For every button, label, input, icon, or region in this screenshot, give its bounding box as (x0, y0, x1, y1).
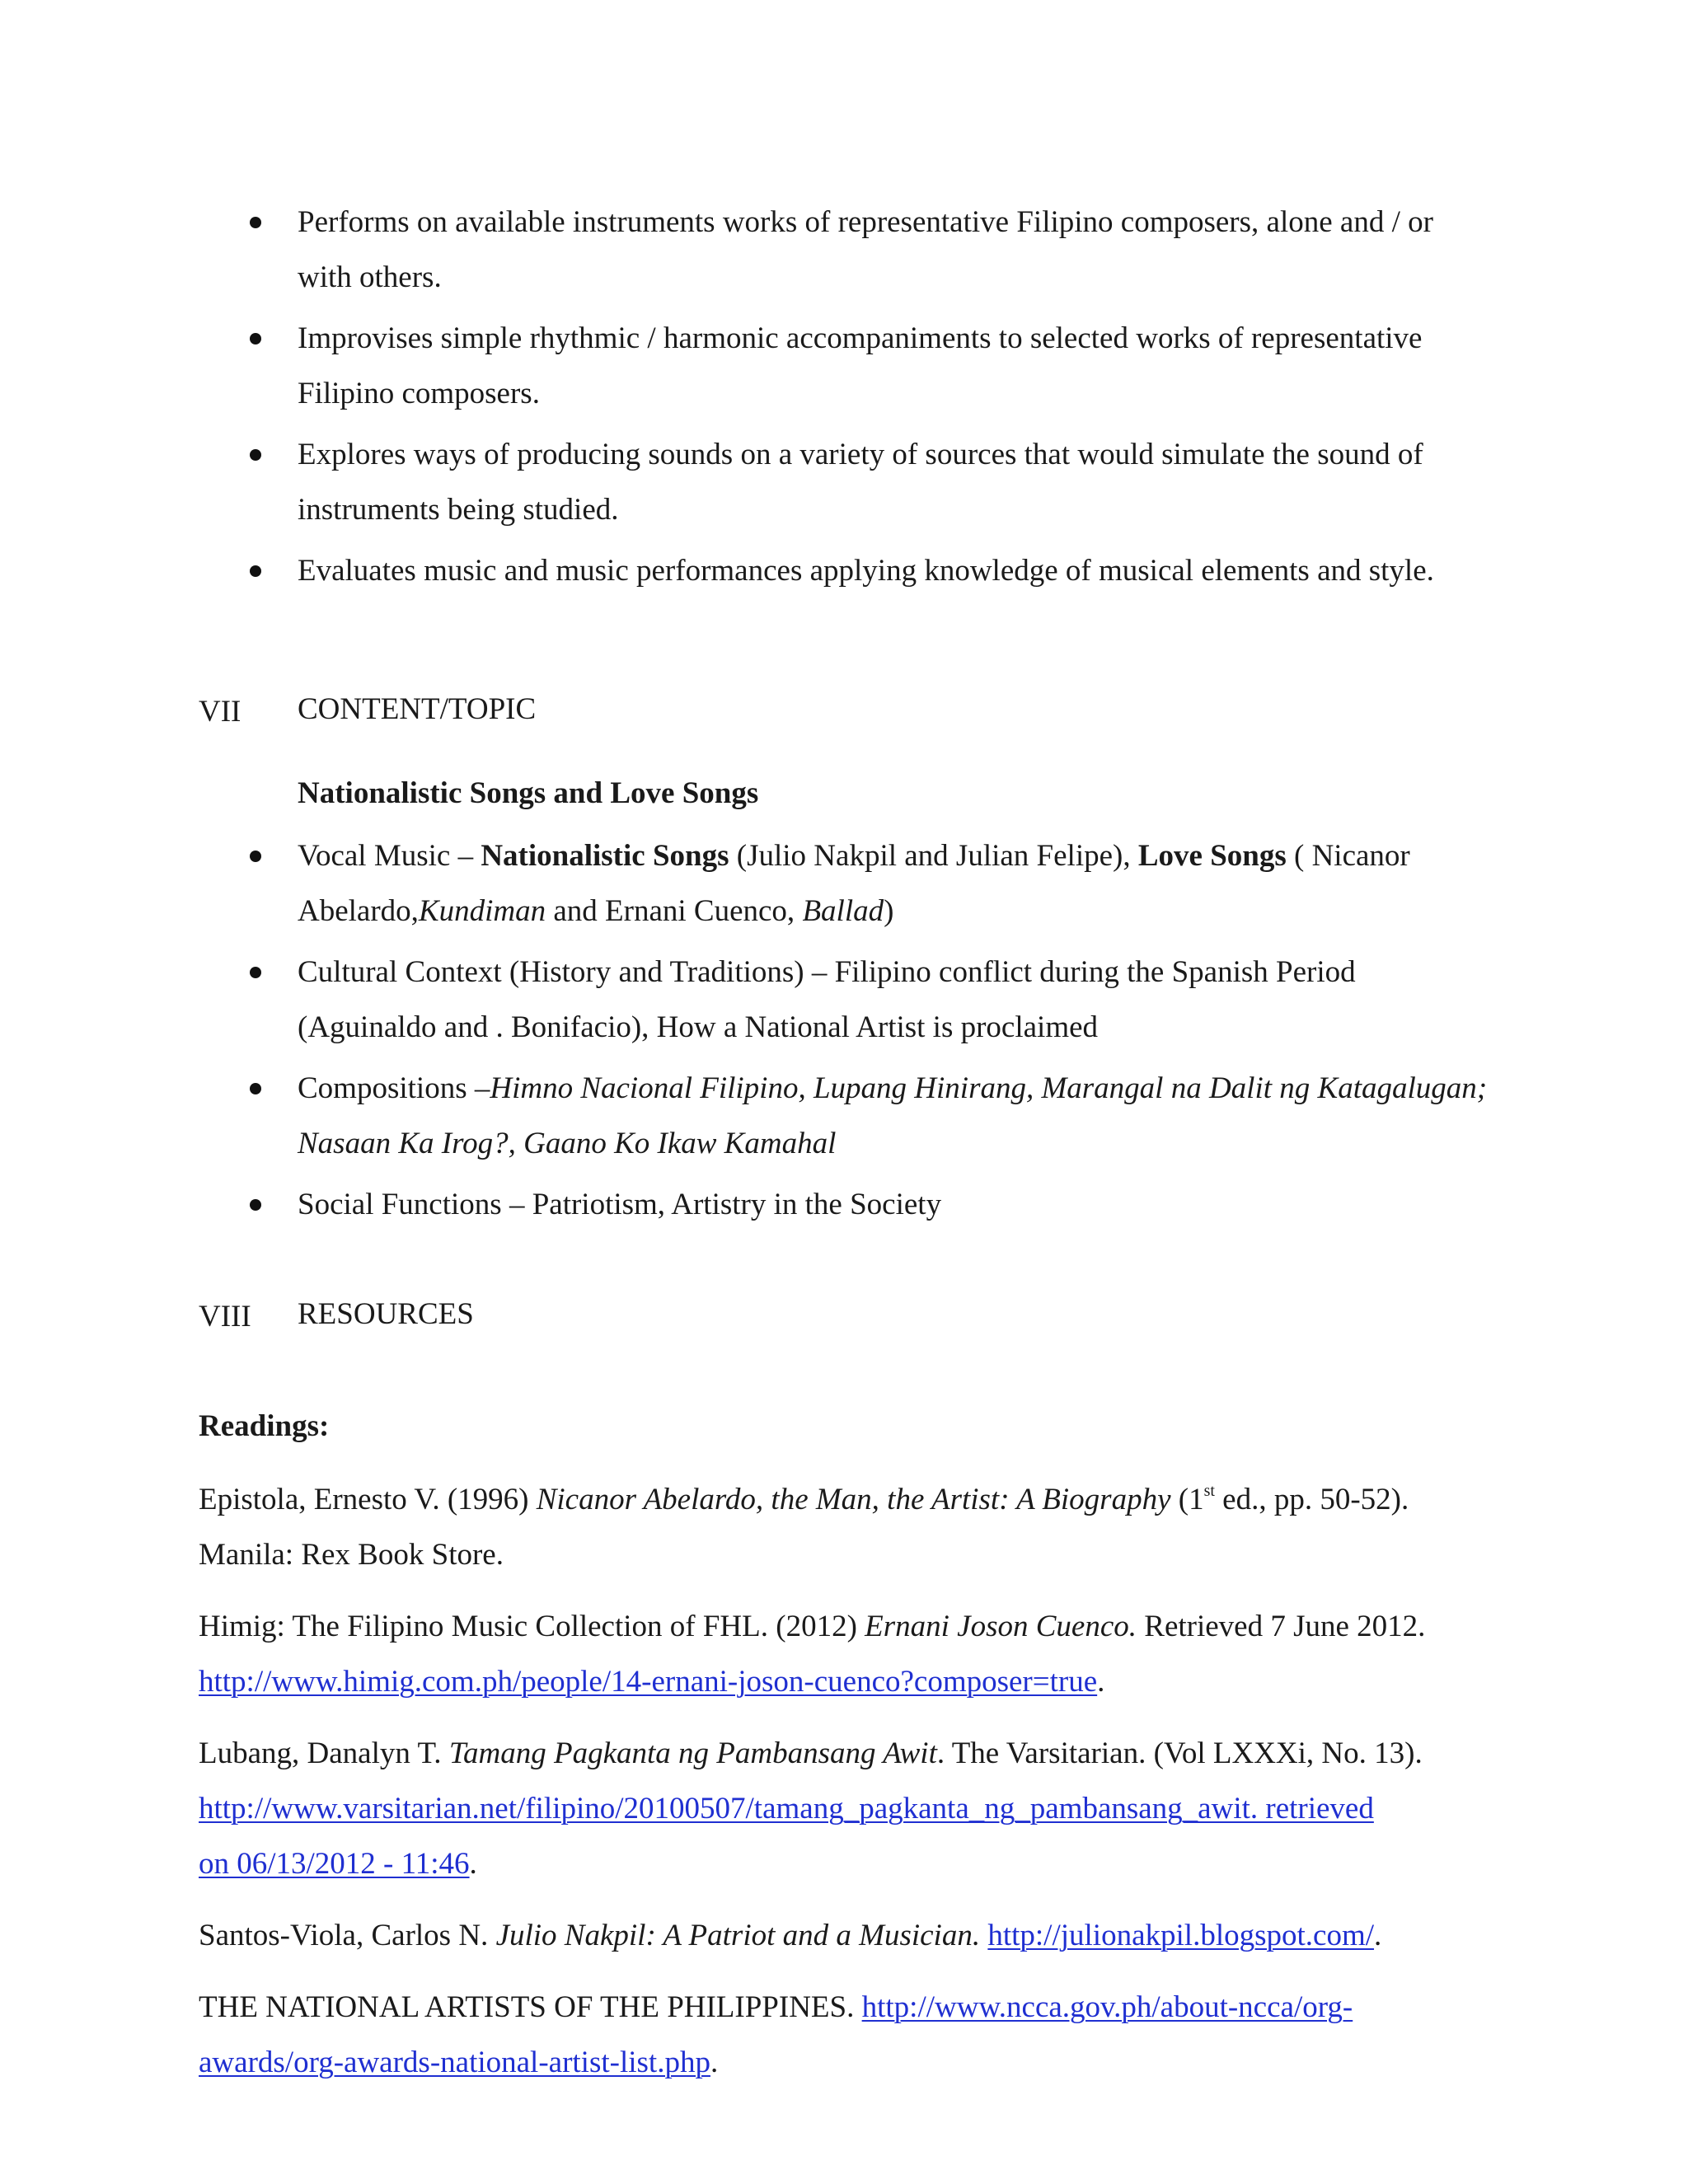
text-run: (Julio Nakpil and Julian Felipe), (729, 839, 1138, 873)
julionakpil-link[interactable]: http://julionakpil.blogspot.com/ (987, 1919, 1375, 1952)
text-run: Kundiman (418, 894, 546, 928)
list-item-line: (Aguinaldo and . Bonifacio), How a National Artist is proclaimed (298, 1010, 1099, 1044)
varsitarian-link[interactable]: http://www.varsitarian.net/filipino/20100507/tamang_pagkanta_ng_pambansang_awit. retrieved (199, 1792, 1374, 1825)
section-heading: RESOURCES (298, 1297, 474, 1331)
readings-heading-text: Readings: (199, 1409, 330, 1443)
section-numeral: VII (199, 695, 241, 729)
reference-entry-line: Manila: Rex Book Store. (199, 1538, 504, 1572)
list-item-line: instruments being studied. (298, 493, 619, 527)
text-run: Retrieved 7 June 2012. (1137, 1610, 1426, 1643)
list-item-line: Explores ways of producing sounds on a variety of sources that would simulate the sound of (298, 438, 1423, 471)
reference-entry (199, 1738, 1423, 1769)
text-run: Himno Nacional Filipino, Lupang Hinirang, Marangal na Dalit ng Katagalugan; (490, 1071, 1488, 1105)
text-run: . (710, 2046, 719, 2079)
list-item-line: Filipino composers. (298, 377, 540, 410)
bullet-icon (250, 1083, 261, 1094)
text-run: Love Songs (1137, 839, 1287, 873)
reference-entry (199, 1484, 1409, 1515)
text-run: Vocal Music – (298, 839, 481, 873)
bullet-icon (250, 565, 261, 577)
varsitarian-link-continued[interactable]: on 06/13/2012 - 11:46 (199, 1847, 470, 1881)
text-run: ) (884, 894, 894, 928)
reference-entry (199, 1611, 1425, 1642)
bullet-icon (250, 333, 261, 344)
text-run: Epistola, Ernesto V. (1996) (199, 1483, 537, 1516)
list-item-line: Performs on available instruments works of representative Filipino composers, alone and / or (298, 205, 1433, 239)
list-item-line: Cultural Context (History and Traditions) – Filipino conflict during the Spanish Period (298, 955, 1356, 989)
text-run: (1 (1170, 1483, 1204, 1516)
section-subheading (298, 778, 758, 808)
readings-heading (199, 1411, 329, 1441)
bullet-icon (250, 217, 261, 228)
himig-link[interactable]: http://www.himig.com.ph/people/14-ernani-joson-cuenco?composer=true (199, 1665, 1098, 1699)
reference-entry (199, 1920, 1381, 1951)
section-heading: CONTENT/TOPIC (298, 692, 537, 726)
text-run: ed., pp. 50-52). (1214, 1483, 1409, 1516)
text-run: Ballad (802, 894, 884, 928)
text-run: . The Varsitarian. (Vol LXXXi, No. 13). (936, 1736, 1423, 1770)
list-item-line (298, 1128, 836, 1159)
text-run: ( Nicanor (1286, 839, 1410, 873)
text-run: Lubang, Danalyn T. (199, 1736, 449, 1770)
text-run: Nasaan Ka Irog?, Gaano Ko Ikaw Kamahal (298, 1127, 837, 1160)
text-run: Himig: The Filipino Music Collection of FHL. (2012) (199, 1610, 865, 1643)
list-item-line (298, 896, 893, 926)
reference-entry-line (199, 1666, 1104, 1697)
list-item-line: Evaluates music and music performances applying knowledge of musical elements and style. (298, 554, 1434, 588)
list-item-line: Social Functions – Patriotism, Artistry in the Society (298, 1188, 942, 1221)
text-run: Nationalistic Songs (481, 839, 729, 873)
reference-entry (199, 1992, 1353, 2022)
text-run: . (1097, 1665, 1105, 1699)
bullet-icon (250, 967, 261, 978)
text-run: . (1374, 1919, 1382, 1952)
text-run: Nicanor Abelardo, the Man, the Artist: A Biography (536, 1483, 1171, 1516)
list-item-line: with others. (298, 260, 442, 294)
list-item-line: Improvises simple rhythmic / harmonic accompaniments to selected works of representative (298, 321, 1423, 355)
list-item-line (298, 1073, 1487, 1104)
ncca-link-continued[interactable]: awards/org-awards-national-artist-list.php (199, 2046, 710, 2079)
text-run: Abelardo, (298, 894, 419, 928)
text-run: THE NATIONAL ARTISTS OF THE PHILIPPINES. (199, 1990, 862, 2024)
bullet-icon (250, 449, 261, 461)
text-run: Ernani Joson Cuenco. (865, 1610, 1137, 1643)
subheading-text: Nationalistic Songs and Love Songs (298, 776, 759, 810)
text-run: Santos-Viola, Carlos N. (199, 1919, 496, 1952)
text-run: Compositions – (298, 1071, 490, 1105)
reference-entry-line (199, 1849, 477, 1879)
reference-entry-line (199, 1793, 1374, 1824)
text-run (980, 1919, 987, 1952)
superscript: st (1203, 1482, 1215, 1500)
text-run: Julio Nakpil: A Patriot and a Musician. (495, 1919, 981, 1952)
bullet-icon (250, 851, 261, 862)
bullet-icon (250, 1199, 261, 1211)
text-run: and Ernani Cuenco, (546, 894, 803, 928)
section-numeral: VIII (199, 1300, 251, 1333)
ncca-link[interactable]: http://www.ncca.gov.ph/about-ncca/org- (861, 1990, 1353, 2024)
text-run: Tamang Pagkanta ng Pambansang Awit (448, 1736, 937, 1770)
reference-entry-line (199, 2047, 718, 2078)
list-item-line (298, 841, 1410, 871)
text-run: . (469, 1847, 477, 1881)
